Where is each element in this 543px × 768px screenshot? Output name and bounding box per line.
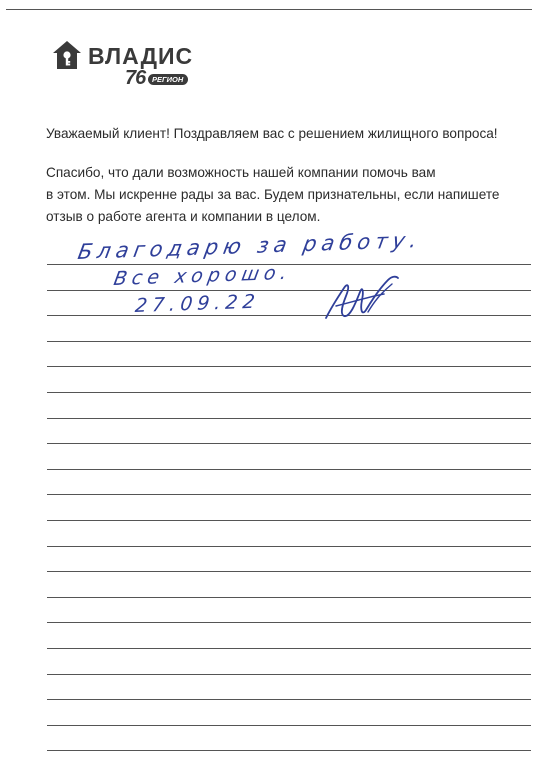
handwritten-signature	[322, 272, 400, 324]
ruled-line	[47, 571, 531, 572]
brand-name: ВЛАДИС	[88, 43, 194, 69]
company-logo	[52, 40, 202, 96]
ruled-line	[47, 725, 531, 726]
ruled-line	[47, 392, 531, 393]
ruled-line	[47, 648, 531, 649]
request-text	[46, 162, 536, 228]
ruled-line	[47, 750, 531, 751]
ruled-line	[47, 366, 531, 367]
ruled-line	[47, 622, 531, 623]
region-label: РЕГИОН	[148, 74, 188, 85]
request-text-line: отзыв о работе агента и компании в целом.	[46, 209, 321, 224]
request-text-line: в этом. Мы искренне рады за вас. Будем признательны, если напишете	[46, 187, 500, 202]
greeting-text: Уважаемый клиент! Поздравляем вас с решением жилищного вопроса!	[46, 126, 498, 141]
ruled-line	[47, 341, 531, 342]
ruled-line	[47, 469, 531, 470]
ruled-line	[47, 315, 531, 316]
ruled-line	[47, 546, 531, 547]
ruled-line	[47, 520, 531, 521]
region-number: 76	[125, 67, 146, 89]
ruled-line	[47, 494, 531, 495]
handwritten-review-line: Благодарю за работу.	[76, 227, 424, 264]
top-border-line	[6, 9, 532, 10]
ruled-line	[47, 290, 531, 291]
request-text-line: Спасибо, что дали возможность нашей компании помочь вам	[46, 165, 436, 180]
ruled-line	[47, 418, 531, 419]
handwritten-review-line: Все хорошо.	[112, 261, 294, 290]
ruled-line	[47, 674, 531, 675]
house-key-icon	[52, 40, 82, 70]
ruled-line	[47, 597, 531, 598]
ruled-line	[47, 699, 531, 700]
handwritten-date: 27.09.22	[134, 290, 261, 317]
ruled-line	[47, 443, 531, 444]
